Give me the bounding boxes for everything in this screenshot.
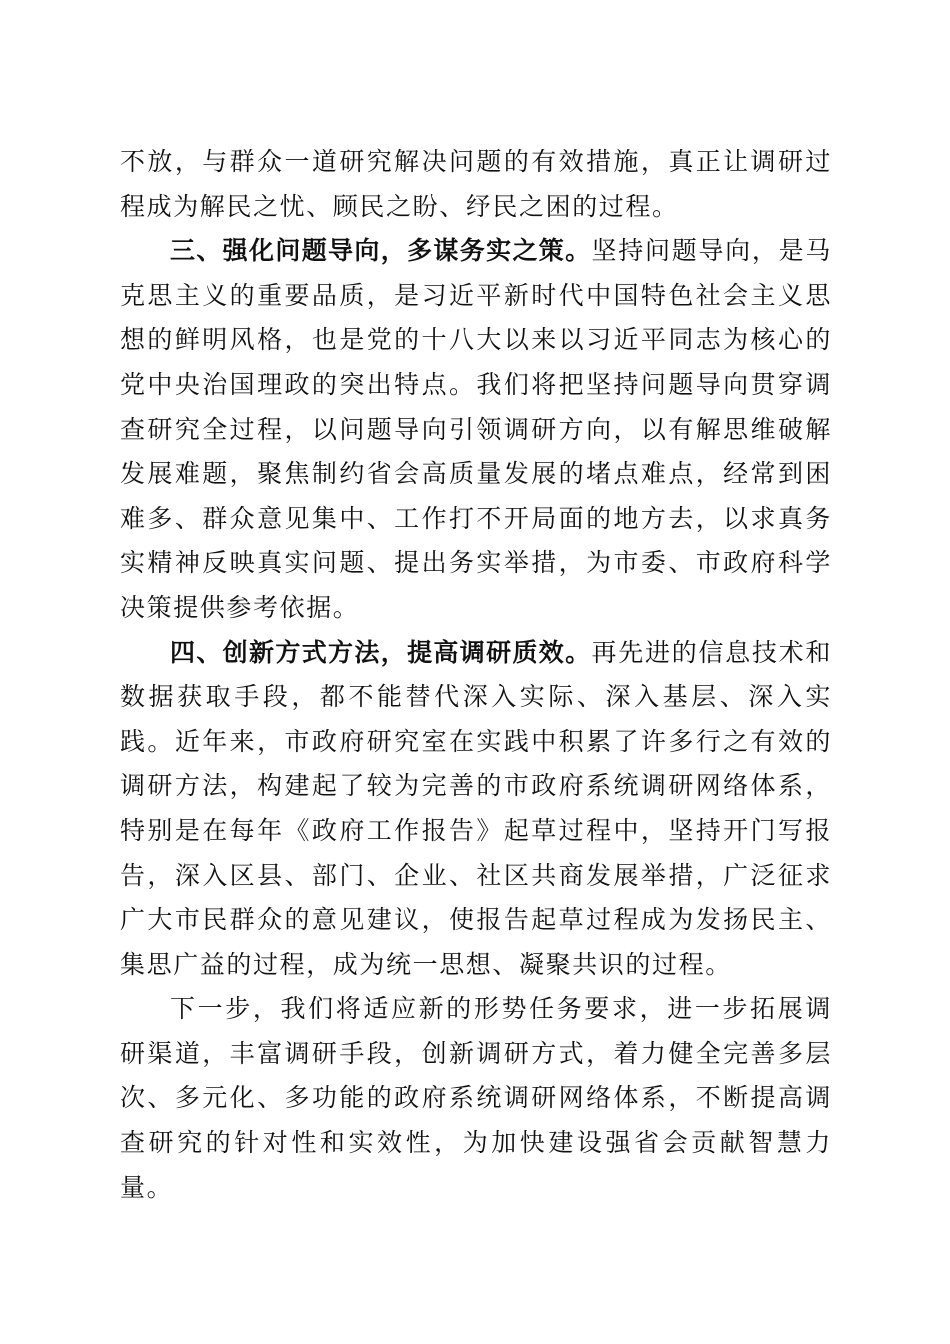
document-body [120, 140, 832, 1210]
paragraph-next-steps [120, 987, 832, 1210]
paragraph-text: 下一步，我们将适应新的形势任务要求，进一步拓展调研渠道，丰富调研手段，创新调研方式，着力健全完善多层次、多元化、多功能的政府系统调研网络体系，不断提高调查研究的针对性和实效性，为加快建设强省会贡献智慧力量。 [120, 994, 832, 1202]
paragraph-section-four [120, 631, 832, 988]
section-heading: 三、强化问题导向，多谋务实之策。 [170, 236, 592, 266]
section-heading: 四、创新方式方法，提高调研质效。 [170, 637, 592, 667]
paragraph-text: 再先进的信息技术和数据获取手段，都不能替代深入实际、深入基层、深入实践。近年来，市政府研究室在实践中积累了许多行之有效的调研方法，构建起了较为完善的市政府系统调研网络体系，特别是在每年《政府工作报告》起草过程中，坚持开门写报告，深入区县、部门、企业、社区共商发展举措，广泛征求广大市民群众的意见建议，使报告起草过程成为发扬民主、集思广益的过程，成为统一思想、凝聚共识的过程。 [120, 637, 832, 979]
paragraph-text: 不放，与群众一道研究解决问题的有效措施，真正让调研过程成为解民之忧、顾民之盼、纾民之困的过程。 [120, 147, 832, 221]
paragraph-text: 坚持问题导向，是马克思主义的重要品质，是习近平新时代中国特色社会主义思想的鲜明风格，也是党的十八大以来以习近平同志为核心的党中央治国理政的突出特点。我们将把坚持问题导向贯穿调查研究全过程，以问题导向引领调研方向，以有解思维破解发展难题，聚焦制约省会高质量发展的堵点难点，经常到困难多、群众意见集中、工作打不开局面的地方去，以求真务实精神反映真实问题、提出务实举措，为市委、市政府科学决策提供参考依据。 [120, 236, 832, 622]
paragraph-section-three [120, 229, 832, 630]
paragraph-continuation [120, 140, 832, 229]
